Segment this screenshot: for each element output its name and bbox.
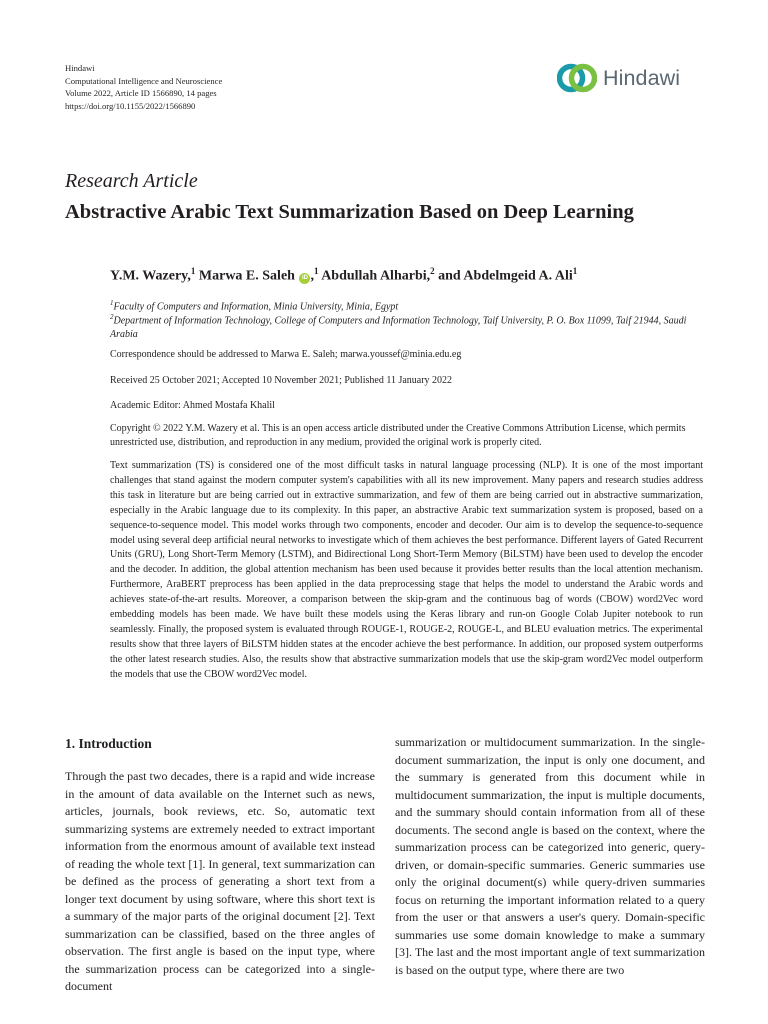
journal-name: Computational Intelligence and Neuroscience: [65, 75, 223, 86]
author-affiliation-mark: 1: [572, 266, 578, 276]
hindawi-logo[interactable]: [557, 61, 680, 95]
academic-editor: Academic Editor: Ahmed Mostafa Khalil: [110, 400, 275, 411]
body-column-left: [65, 734, 375, 996]
logo-text: Hindawi: [603, 65, 681, 90]
volume-info: Volume 2022, Article ID 1566890, 14 pages: [65, 88, 217, 98]
author-list: Y.M. Wazery,$^1$ Marwa E. Saleh iD ,$^1$ Abdullah Alharbi,$^2$ and Abdelmgeid A. Ali$^1$: [110, 266, 578, 284]
article-title: Abstractive Arabic Text Summarization Based on Deep Learning: [65, 201, 634, 223]
author-name: and Abdelmgeid A. Ali: [438, 268, 573, 284]
publisher-name: Hindawi: [65, 63, 95, 73]
publication-dates: Received 25 October 2021; Accepted 10 November 2021; Published 11 January 2022: [110, 375, 453, 386]
body-paragraph: Through the past two decades, there is a rapid and wide increase in the amount of data available on the Internet such as news, articles, journals, book reviews, etc. So, automatic text summarizing systems are extremely needed to extract important information from the enormous amount of available text instead of reading the whole text [1]. In general, text summarization can be defined as the process of generating a short text from a longer text document by using software, where this short text is a summary of the major parts of the original document [2]. Text summarization can be classified, based on the three angles of observation. The first angle is based on the input type, where the summarization process can be categorized into a single-document: [65, 769, 375, 993]
author-affiliation-mark: 1: [313, 266, 319, 276]
correspondence: Correspondence should be addressed to Marwa E. Saleh; marwa.youssef@minia.edu.eg: [110, 349, 462, 360]
affiliation-mark: 1: [110, 299, 114, 307]
orcid-icon[interactable]: iD: [299, 273, 310, 284]
author-affiliation-mark: 1: [190, 266, 196, 276]
affiliation-2: [110, 310, 690, 342]
affiliation-text: Faculty of Computers and Information, Minia University, Minia, Egypt: [113, 301, 399, 313]
body-column-right: [395, 734, 705, 979]
hindawi-rings-icon: [557, 61, 597, 95]
abstract: Text summarization (TS) is considered one of the most difficult tasks in natural language processing (NLP). It is one of the most important challenges that stand against the modern computer system's capabilities with all its new improvement. Many papers and research studies address this task in literature but are being carried out in extractive summarization, and few of them are being carried out in abstractive summarization, especially in the Arabic language due to its complexity. In this paper, an abstractive Arabic text summarization system is proposed, based on a sequence-to-sequence model. This model works through two components, encoder and decoder. Our aim is to develop the sequence-to-sequence model using several deep artificial neural networks to investigate which of them achieves the best performance. Different layers of Gated Recurrent Units (GRU), Long Short-Term Memory (LSTM), and Bidirectional Long Short-Term Memory (BiLSTM) have been used to develop the encoder and the decoder. In addition, the global attention mechanism has been used because it provides better results than the local attention mechanism. Furthermore, AraBERT preprocess has been applied in the data preprocessing stage that helps the model to understand the Arabic words and achieves state-of-the-art results. Moreover, a comparison between the skip-gram and the continuous bag of words (CBOW) word2Vec word embedding models has been made. We have built these models using the Keras library and run-on Google Colab Jupiter notebook to run seamlessly. Finally, the proposed system is evaluated through ROUGE-1, ROUGE-2, ROUGE-L, and BLEU evaluation metrics. The experimental results show that three layers of BiLSTM hidden states at the encoder achieve the best performance. In addition, our proposed system outperforms the other latest research studies. Also, the results show that abstractive summarization models that use the skip-gram word2Vec model outperform the models that use the CBOW word2Vec model.: [110, 460, 703, 680]
section-heading: 1. Introduction: [65, 736, 152, 751]
author-name: Y.M. Wazery,: [110, 268, 191, 284]
author-name: Abdullah Alharbi,: [321, 268, 431, 284]
affiliation-text: Department of Information Technology, College of Computers and Information Technology, Taif University, P. O. Box 11099, Taif 21944, Saudi Arabia: [110, 315, 687, 341]
copyright-notice: Copyright © 2022 Y.M. Wazery et al. This is an open access article distributed under the Creative Commons Attribution License, which permits unrestricted use, distribution, and reproduction in any medium, provided the original work is properly cited.: [110, 423, 686, 448]
doi-link[interactable]: https://doi.org/10.1155/2022/1566890: [65, 100, 196, 111]
author-name: Marwa E. Saleh: [198, 268, 295, 284]
journal-info: [65, 62, 222, 112]
article-type: Research Article: [65, 170, 198, 192]
affiliation-mark: 2: [110, 313, 114, 321]
body-paragraph: summarization or multidocument summarization. In the single-document summarization, the input is only one document, and the summary is generated from this document while in multidocument summarization, the input is multiple documents, and the summary should contain information from all of these documents. The second angle is based on the context, where the summarization process can be categorized into generic, query-driven, or domain-specific summaries. Generic summaries use only the original document(s) while query-driven summaries focus on returning the important information related to a query from the user or that answers a user's query. Domain-specific summaries use some domain knowledge to make a summary [3]. The last and the most important angle of text summarization is based on the output type, where there are two: [395, 735, 705, 977]
author-affiliation-mark: 2: [430, 266, 435, 276]
